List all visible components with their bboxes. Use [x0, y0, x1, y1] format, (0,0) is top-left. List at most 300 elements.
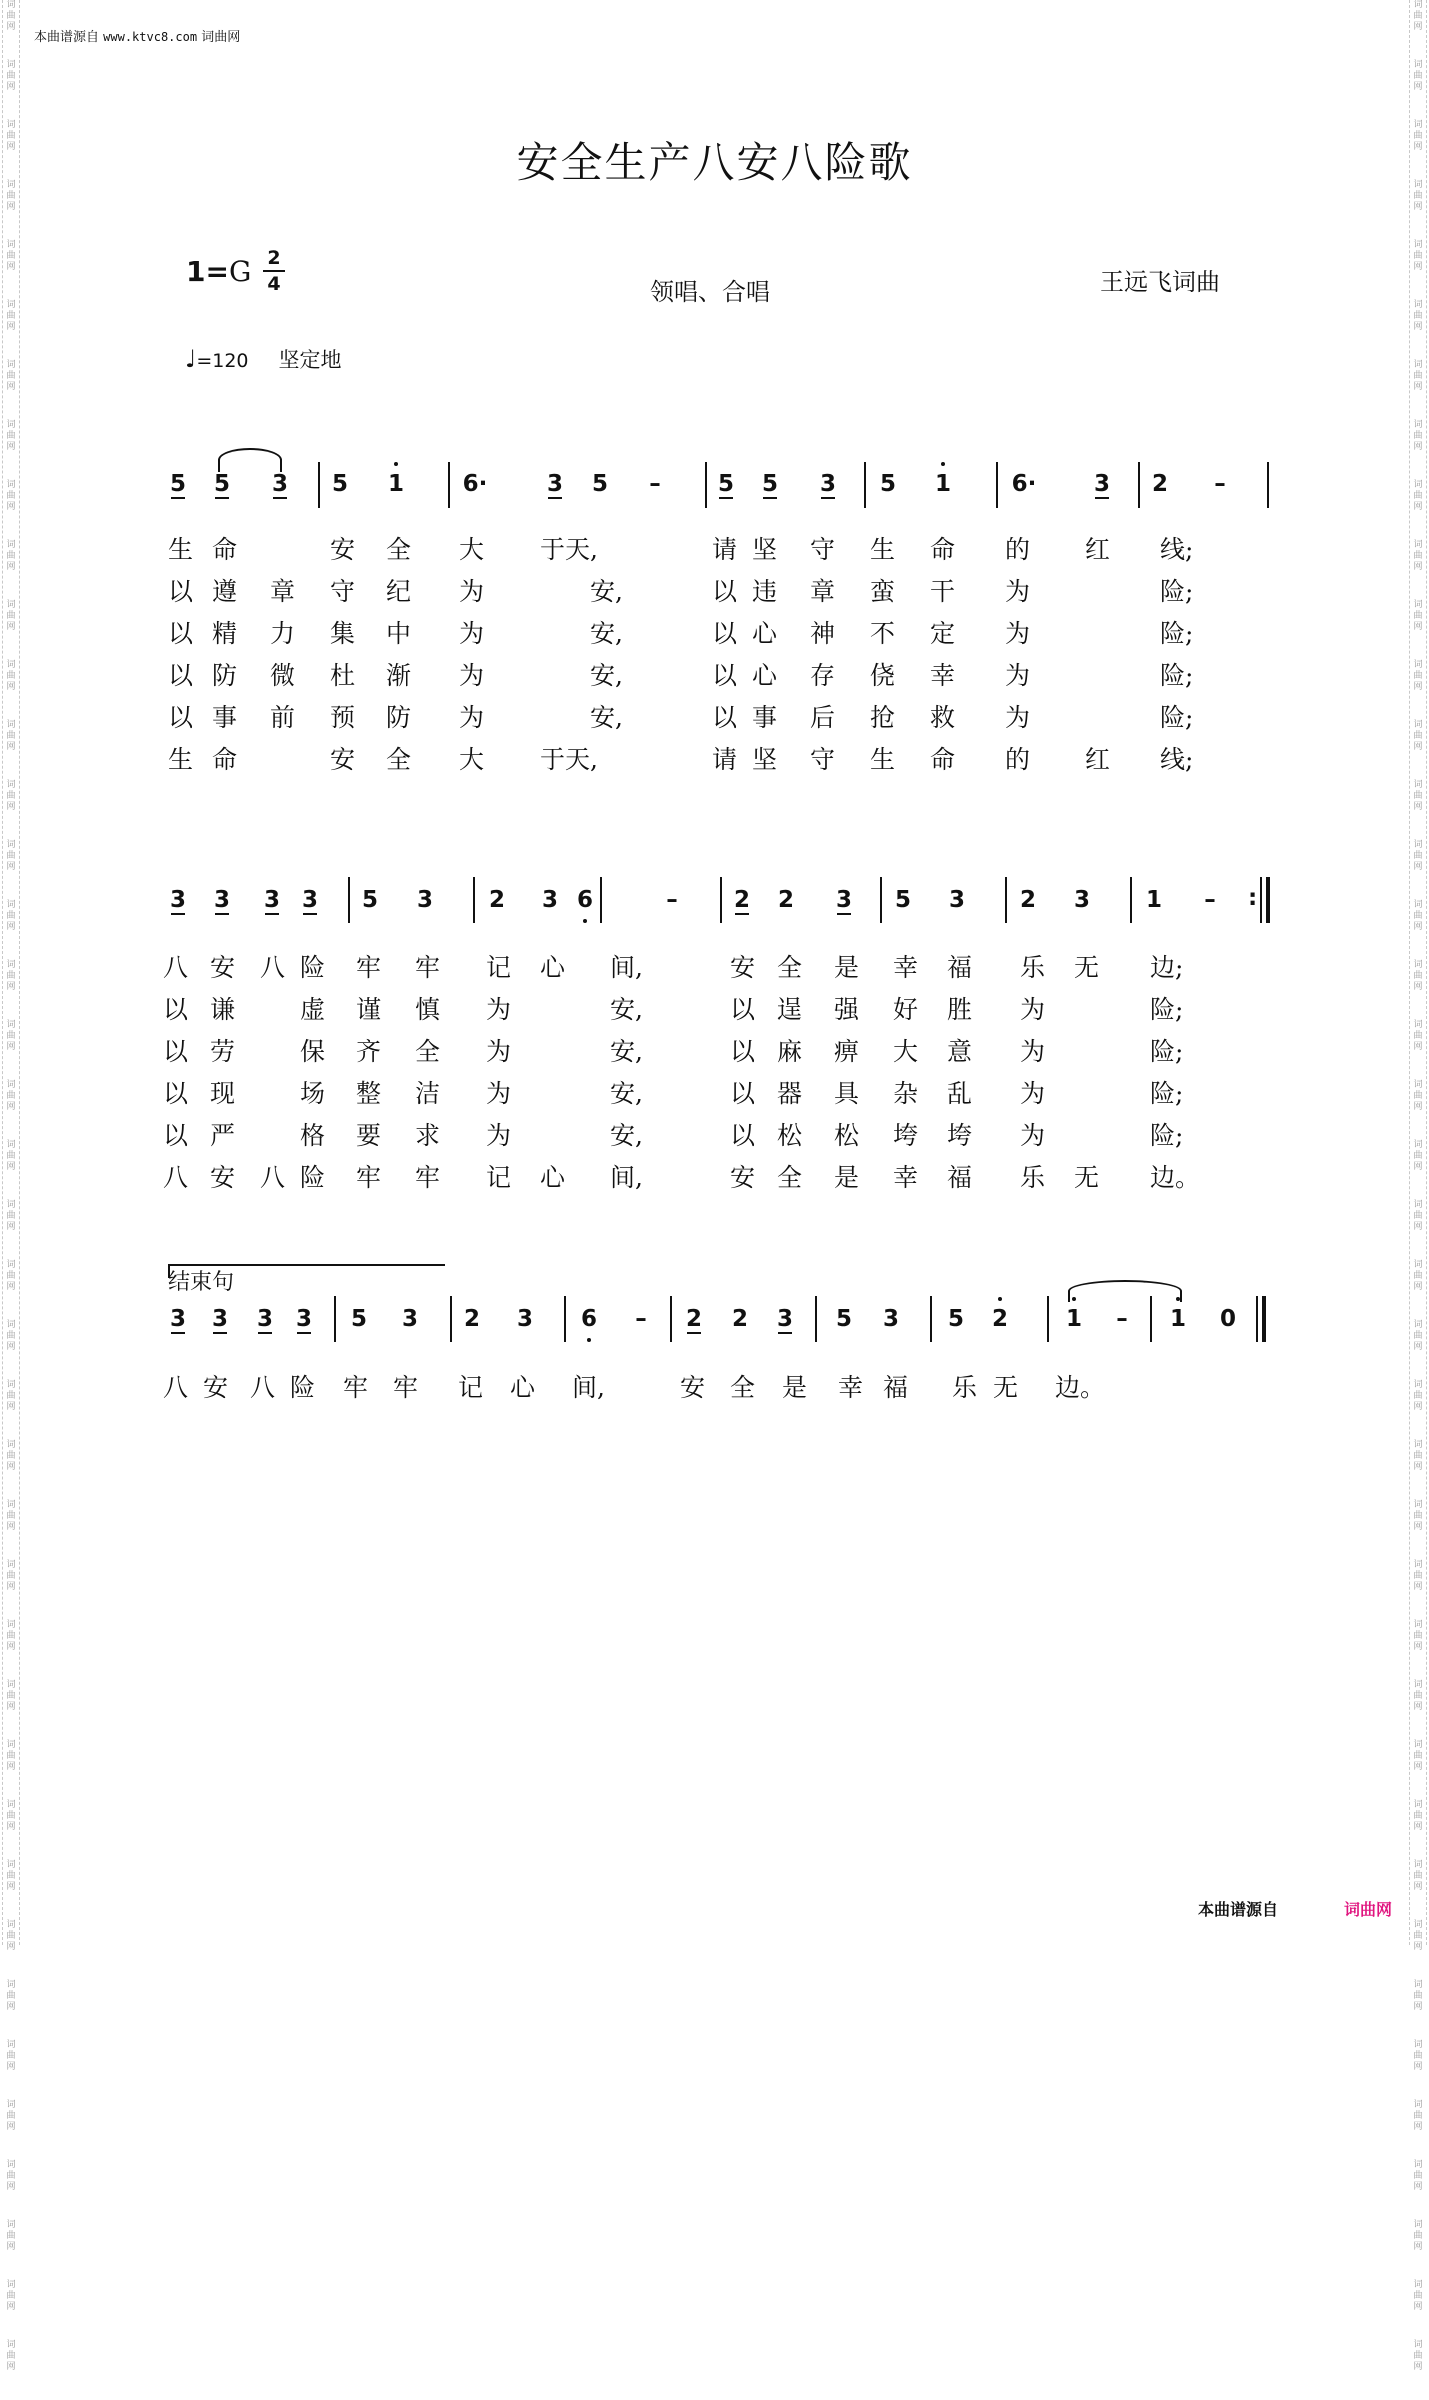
lyric-char: 请	[712, 535, 738, 564]
watermark-mark	[1410, 1320, 1426, 1380]
lyric-char: 为	[486, 1079, 512, 1108]
lyric-char: 以	[730, 1037, 756, 1066]
lyric-char: 为	[486, 1037, 512, 1066]
watermark-char: 网	[6, 82, 16, 92]
watermark-char: 曲	[1413, 431, 1423, 441]
lyric-char: 险	[300, 1163, 326, 1192]
lyric-char: 命	[212, 535, 238, 564]
watermark-char: 网	[1413, 1402, 1423, 1412]
watermark-mark	[1410, 1740, 1426, 1800]
octave-dot-high	[941, 462, 945, 466]
watermark-char: 词	[1413, 60, 1423, 70]
watermark-char: 曲	[1413, 131, 1423, 141]
watermark-char: 网	[1413, 2302, 1423, 2312]
lyric-char: 松	[777, 1121, 803, 1150]
watermark-char: 词	[1413, 780, 1423, 790]
jianpu-note: 3	[263, 887, 280, 913]
lyric-char: 杜	[330, 661, 356, 690]
octave-dot-low	[583, 919, 587, 923]
watermark-char: 曲	[1413, 911, 1423, 921]
watermark-char: 网	[1413, 1462, 1423, 1472]
watermark-mark	[3, 1440, 19, 1500]
watermark-char: 词	[1413, 1200, 1423, 1210]
watermark-char: 词	[6, 1500, 16, 1510]
lyric-char: 心	[752, 619, 778, 648]
right-watermark-strip	[1409, 0, 1427, 2372]
tempo-value: =120	[196, 350, 249, 372]
lyric-char: 渐	[386, 661, 412, 690]
lyric-char: 违	[752, 577, 778, 606]
watermark-char: 词	[1413, 120, 1423, 130]
watermark-char: 词	[1413, 1080, 1423, 1090]
watermark-mark	[3, 2340, 19, 2400]
watermark-char: 词	[6, 1380, 16, 1390]
watermark-char: 曲	[1413, 851, 1423, 861]
watermark-char: 曲	[6, 1031, 16, 1041]
watermark-char: 词	[6, 1140, 16, 1150]
footer-source-label: 本曲谱源自	[1198, 1900, 1279, 1919]
composer: 王远飞词曲	[1100, 268, 1220, 296]
lyric-char: 整	[356, 1079, 382, 1108]
watermark-char: 网	[1413, 1942, 1423, 1952]
lyric-char: 安,	[590, 619, 623, 648]
watermark-char: 曲	[6, 851, 16, 861]
lyric-char: 生	[870, 535, 896, 564]
watermark-char: 网	[6, 1582, 16, 1592]
lyric-char: 为	[1020, 1079, 1046, 1108]
lyric-char: 险;	[1160, 661, 1194, 690]
watermark-char: 网	[6, 1402, 16, 1412]
watermark-char: 网	[6, 682, 16, 692]
watermark-char: 网	[1413, 442, 1423, 452]
watermark-char: 曲	[1413, 251, 1423, 261]
lyric-char: 生	[168, 535, 194, 564]
watermark-char: 曲	[6, 431, 16, 441]
lyric-char: 谦	[210, 995, 236, 1024]
lyric-char: 守	[330, 577, 356, 606]
watermark-char: 网	[6, 2122, 16, 2132]
watermark-char: 曲	[1413, 2111, 1423, 2121]
jianpu-note: 3	[882, 1306, 899, 1332]
watermark-char: 网	[6, 982, 16, 992]
watermark-char: 网	[1413, 502, 1423, 512]
jianpu-note: 2	[990, 1306, 1010, 1332]
barline	[1256, 1296, 1258, 1342]
lyric-char: 乱	[947, 1079, 973, 1108]
watermark-char: 曲	[1413, 1331, 1423, 1341]
lyric-char: 纪	[386, 577, 412, 606]
watermark-mark	[1410, 240, 1426, 300]
lyric-char: 器	[777, 1079, 803, 1108]
lyric-char: 为	[459, 661, 485, 690]
watermark-mark	[1410, 1020, 1426, 1080]
watermark-char: 曲	[1413, 551, 1423, 561]
lyric-char: 全	[386, 745, 412, 774]
watermark-char: 网	[6, 622, 16, 632]
watermark-mark	[1410, 0, 1426, 60]
watermark-mark	[3, 1500, 19, 1560]
jianpu-note: 5	[894, 887, 911, 913]
lyric-char: 幸	[930, 661, 956, 690]
watermark-char: 曲	[6, 911, 16, 921]
jianpu-note: 6	[575, 887, 595, 913]
watermark-mark	[3, 1260, 19, 1320]
lyric-char: 前	[270, 703, 296, 732]
jianpu-note: 1	[933, 471, 953, 497]
lyric-char: 遵	[212, 577, 238, 606]
watermark-char: 词	[6, 0, 16, 10]
watermark-char: 词	[1413, 960, 1423, 970]
lyric-char: 险;	[1150, 1079, 1184, 1108]
lyric-char: 以	[730, 1121, 756, 1150]
lyric-char: 蛮	[870, 577, 896, 606]
lyric-char: 间,	[610, 953, 643, 982]
jianpu-note: 2	[733, 887, 750, 913]
lyric-char: 以	[712, 661, 738, 690]
jianpu-note: 1	[1064, 1306, 1084, 1332]
watermark-char: 网	[6, 562, 16, 572]
jianpu-note: 0	[1219, 1306, 1236, 1332]
watermark-char: 网	[1413, 2062, 1423, 2072]
barline	[1047, 1296, 1049, 1342]
watermark-char: 词	[6, 900, 16, 910]
watermark-char: 词	[1413, 1020, 1423, 1030]
lyric-char: 场	[300, 1079, 326, 1108]
watermark-mark	[3, 2220, 19, 2280]
lyric-char: 全	[777, 1163, 803, 1192]
barline	[1150, 1296, 1152, 1342]
lyric-char: 以	[168, 703, 194, 732]
watermark-char: 词	[1413, 540, 1423, 550]
watermark-char: 词	[6, 1800, 16, 1810]
watermark-char: 曲	[6, 1871, 16, 1881]
lyric-char: 现	[210, 1079, 236, 1108]
jianpu-note: 3	[948, 887, 965, 913]
watermark-char: 词	[6, 1680, 16, 1690]
watermark-mark	[3, 1980, 19, 2040]
lyric-char: 边;	[1150, 953, 1184, 982]
jianpu-note: 2	[777, 887, 794, 913]
watermark-mark	[1410, 660, 1426, 720]
watermark-char: 曲	[1413, 1631, 1423, 1641]
watermark-char: 词	[6, 1020, 16, 1030]
watermark-char: 网	[6, 22, 16, 32]
lyric-char: 是	[834, 1163, 860, 1192]
lyric-char: 安,	[590, 661, 623, 690]
watermark-char: 网	[1413, 2362, 1423, 2372]
watermark-char: 网	[1413, 82, 1423, 92]
lyric-char: 无	[993, 1373, 1019, 1402]
jianpu-note: 5	[717, 471, 734, 497]
watermark-char: 曲	[6, 11, 16, 21]
jianpu-note: 1	[1168, 1306, 1188, 1332]
source-site: 词曲网	[201, 30, 241, 45]
lyric-char: 命	[212, 745, 238, 774]
lyric-char: 神	[810, 619, 836, 648]
lyric-char: 福	[883, 1373, 909, 1402]
barline	[670, 1296, 672, 1342]
watermark-char: 曲	[6, 1271, 16, 1281]
lyric-char: 事	[212, 703, 238, 732]
watermark-char: 词	[6, 1740, 16, 1750]
watermark-char: 曲	[6, 551, 16, 561]
lyric-char: 麻	[777, 1037, 803, 1066]
watermark-mark	[3, 1860, 19, 1920]
watermark-char: 曲	[6, 311, 16, 321]
watermark-char: 词	[6, 1980, 16, 1990]
watermark-mark	[1410, 1440, 1426, 1500]
watermark-char: 网	[6, 142, 16, 152]
watermark-char: 网	[1413, 22, 1423, 32]
left-watermark-strip	[2, 0, 20, 2372]
lyric-char: 胜	[947, 995, 973, 1024]
watermark-mark	[1410, 2280, 1426, 2340]
watermark-char: 词	[1413, 840, 1423, 850]
watermark-char: 词	[1413, 2160, 1423, 2170]
lyric-char: 边。	[1150, 1163, 1201, 1192]
lyric-char: 以	[163, 1037, 189, 1066]
watermark-mark	[1410, 1680, 1426, 1740]
time-top: 2	[267, 247, 281, 269]
watermark-char: 曲	[6, 2171, 16, 2181]
watermark-char: 网	[1413, 2002, 1423, 2012]
lyric-char: 以	[168, 619, 194, 648]
watermark-char: 曲	[6, 1331, 16, 1341]
watermark-char: 词	[6, 2160, 16, 2170]
watermark-mark	[3, 780, 19, 840]
footer-site-link[interactable]: 词曲网	[1344, 1900, 1393, 1919]
watermark-char: 曲	[1413, 1271, 1423, 1281]
lyric-char: 全	[777, 953, 803, 982]
lyric-char: 安	[730, 1163, 756, 1192]
watermark-mark	[1410, 1980, 1426, 2040]
barline	[564, 1296, 566, 1342]
watermark-mark	[1410, 60, 1426, 120]
lyric-char: 牢	[356, 1163, 382, 1192]
barline	[705, 462, 707, 508]
watermark-char: 曲	[6, 1751, 16, 1761]
lyric-char: 险;	[1160, 703, 1194, 732]
watermark-char: 网	[6, 1462, 16, 1472]
watermark-char: 曲	[6, 2351, 16, 2361]
watermark-char: 词	[6, 240, 16, 250]
watermark-mark	[1410, 720, 1426, 780]
watermark-char: 曲	[6, 2051, 16, 2061]
lyric-char: 杂	[893, 1079, 919, 1108]
mood-marking: 坚定地	[278, 348, 342, 372]
lyric-char: 心	[540, 953, 566, 982]
lyric-char: 以	[712, 619, 738, 648]
watermark-char: 曲	[1413, 1391, 1423, 1401]
watermark-mark	[3, 1080, 19, 1140]
watermark-char: 词	[1413, 600, 1423, 610]
watermark-char: 曲	[1413, 1751, 1423, 1761]
watermark-mark	[3, 1920, 19, 1980]
watermark-char: 曲	[6, 1571, 16, 1581]
watermark-char: 曲	[1413, 71, 1423, 81]
watermark-char: 词	[1413, 420, 1423, 430]
lyric-char: 慎	[415, 995, 441, 1024]
lyric-char: 的	[1005, 745, 1031, 774]
watermark-char: 网	[1413, 142, 1423, 152]
lyric-char: 章	[810, 577, 836, 606]
watermark-char: 词	[1413, 2340, 1423, 2350]
jianpu-note: 5	[879, 471, 896, 497]
watermark-char: 网	[1413, 1162, 1423, 1172]
watermark-mark	[3, 540, 19, 600]
jianpu-note: 3	[295, 1306, 312, 1332]
watermark-char: 网	[6, 2062, 16, 2072]
lyric-char: 请	[712, 745, 738, 774]
jianpu-note: 5	[169, 471, 186, 497]
watermark-char: 网	[1413, 382, 1423, 392]
octave-dot-high	[998, 1297, 1002, 1301]
jianpu-note: 5	[331, 471, 348, 497]
lyric-char: 以	[168, 661, 194, 690]
watermark-char: 曲	[6, 1931, 16, 1941]
watermark-char: 网	[1413, 562, 1423, 572]
watermark-char: 曲	[1413, 1091, 1423, 1101]
watermark-char: 曲	[6, 2291, 16, 2301]
lyric-char: 意	[947, 1037, 973, 1066]
watermark-char: 词	[1413, 1920, 1423, 1930]
watermark-mark	[1410, 1500, 1426, 1560]
watermark-mark	[3, 1800, 19, 1860]
watermark-mark	[1410, 1920, 1426, 1980]
lyric-char: 守	[810, 745, 836, 774]
watermark-char: 词	[6, 2340, 16, 2350]
watermark-char: 词	[1413, 1500, 1423, 1510]
watermark-mark	[1410, 1080, 1426, 1140]
jianpu-note: 3	[211, 1306, 228, 1332]
jianpu-note: 3	[819, 471, 836, 497]
watermark-char: 网	[6, 1042, 16, 1052]
lyric-char: 求	[415, 1121, 441, 1150]
lyric-char: 垮	[947, 1121, 973, 1150]
watermark-char: 词	[1413, 2220, 1423, 2230]
watermark-char: 词	[6, 480, 16, 490]
watermark-mark	[3, 1560, 19, 1620]
watermark-mark	[1410, 300, 1426, 360]
lyric-char: 以	[712, 577, 738, 606]
watermark-char: 网	[1413, 1882, 1423, 1892]
watermark-mark	[1410, 1860, 1426, 1920]
watermark-char: 词	[6, 1200, 16, 1210]
watermark-char: 词	[1413, 1440, 1423, 1450]
watermark-char: 曲	[6, 1391, 16, 1401]
watermark-char: 词	[6, 1260, 16, 1270]
watermark-char: 曲	[6, 2111, 16, 2121]
lyric-char: 格	[300, 1121, 326, 1150]
watermark-mark	[1410, 1200, 1426, 1260]
watermark-mark	[1410, 600, 1426, 660]
watermark-char: 曲	[6, 611, 16, 621]
watermark-mark	[3, 60, 19, 120]
source-url[interactable]: www.ktvc8.com	[103, 30, 198, 44]
watermark-char: 曲	[6, 191, 16, 201]
octave-dot-high	[394, 462, 398, 466]
jianpu-note: 3	[1093, 471, 1110, 497]
quarter-note-icon: ♩	[185, 345, 197, 373]
barline	[1130, 877, 1132, 923]
lyric-char: 抢	[870, 703, 896, 732]
watermark-char: 曲	[1413, 1211, 1423, 1221]
lyric-char: 险;	[1150, 995, 1184, 1024]
lyric-char: 安,	[610, 1121, 643, 1150]
watermark-char: 词	[1413, 1980, 1423, 1990]
lyric-char: 安	[210, 953, 236, 982]
barline	[448, 462, 450, 508]
watermark-char: 曲	[1413, 611, 1423, 621]
watermark-mark	[1410, 2220, 1426, 2280]
watermark-char: 网	[6, 1762, 16, 1772]
jianpu-note: 2	[463, 1306, 480, 1332]
watermark-char: 网	[1413, 1102, 1423, 1112]
tempo-marking	[185, 344, 342, 374]
lyric-char: 线;	[1160, 745, 1194, 774]
watermark-char: 网	[1413, 922, 1423, 932]
jianpu-note: 3	[401, 1306, 418, 1332]
jianpu-note: –	[1204, 887, 1216, 913]
watermark-char: 网	[1413, 1282, 1423, 1292]
key-letter: G	[228, 255, 252, 288]
lyric-char: 福	[947, 1163, 973, 1192]
jianpu-note: –	[1116, 1306, 1128, 1332]
lyric-char: 安	[330, 745, 356, 774]
watermark-char: 曲	[1413, 2231, 1423, 2241]
watermark-char: 曲	[1413, 11, 1423, 21]
jianpu-note: 6·	[1011, 471, 1037, 497]
lyric-char: 中	[386, 619, 412, 648]
lyric-char: 以	[163, 1079, 189, 1108]
lyric-char: 为	[1005, 703, 1031, 732]
lyric-char: 为	[1020, 1121, 1046, 1150]
lyric-char: 心	[540, 1163, 566, 1192]
lyric-char: 事	[752, 703, 778, 732]
watermark-char: 词	[1413, 900, 1423, 910]
lyric-char: 大	[459, 535, 485, 564]
jianpu-note: 3	[546, 471, 563, 497]
watermark-char: 曲	[6, 491, 16, 501]
watermark-char: 词	[6, 2280, 16, 2290]
lyric-char: 福	[947, 953, 973, 982]
watermark-char: 词	[1413, 1140, 1423, 1150]
watermark-char: 网	[6, 1162, 16, 1172]
watermark-char: 词	[6, 960, 16, 970]
vocal-type: 领唱、合唱	[650, 278, 770, 306]
watermark-mark	[1410, 2100, 1426, 2160]
lyric-char: 安,	[610, 995, 643, 1024]
lyric-char: 心	[752, 661, 778, 690]
lyric-char: 无	[1074, 1163, 1100, 1192]
watermark-char: 网	[6, 442, 16, 452]
lyric-char: 定	[930, 619, 956, 648]
lyric-char: 为	[459, 619, 485, 648]
watermark-char: 词	[6, 1080, 16, 1090]
watermark-char: 曲	[6, 1991, 16, 2001]
jianpu-note: 2	[731, 1306, 748, 1332]
watermark-char: 网	[1413, 982, 1423, 992]
watermark-mark	[1410, 480, 1426, 540]
watermark-char: 曲	[1413, 671, 1423, 681]
watermark-char: 词	[1413, 1380, 1423, 1390]
lyric-char: 守	[810, 535, 836, 564]
lyric-char: 险	[300, 953, 326, 982]
watermark-char: 曲	[6, 1631, 16, 1641]
lyric-char: 全	[730, 1373, 756, 1402]
watermark-mark	[1410, 1380, 1426, 1440]
watermark-char: 网	[6, 2242, 16, 2252]
